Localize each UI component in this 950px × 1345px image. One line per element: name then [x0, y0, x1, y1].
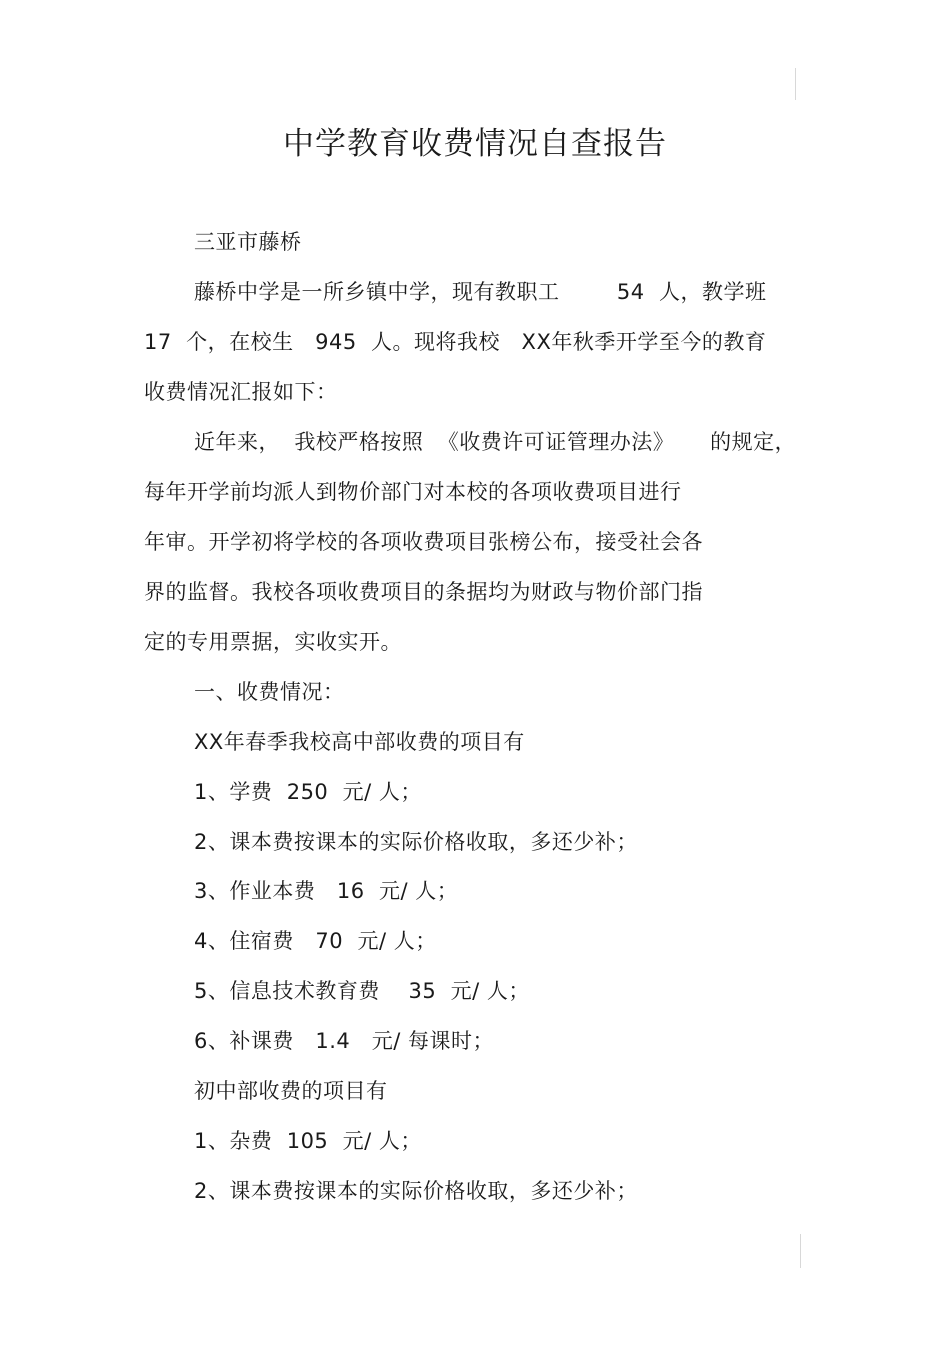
section-heading: 一、收费情况：	[194, 680, 345, 704]
author-line: 三亚市藤桥	[194, 230, 302, 254]
paragraph-line: 收费情况汇报如下：	[144, 380, 338, 404]
list-item: 1、学费 250 元/ 人；	[194, 780, 422, 804]
subsection-heading: XX年春季我校高中部收费的项目有	[194, 730, 525, 754]
list-item: 6、补课费 1.4 元/ 每课时；	[194, 1029, 495, 1053]
paragraph-line: 每年开学前均派人到物价部门对本校的各项收费项目进行	[144, 480, 682, 504]
list-item: 2、课本费按课本的实际价格收取，多还少补；	[194, 830, 638, 854]
paragraph-line: 近年来， 我校严格按照 《收费许可证管理办法》 的规定，	[194, 430, 797, 454]
list-item: 1、杂费 105 元/ 人；	[194, 1129, 422, 1153]
list-item: 4、住宿费 70 元/ 人；	[194, 929, 437, 953]
subsection-heading: 初中部收费的项目有	[194, 1079, 388, 1103]
crop-mark-bottom-right	[800, 1234, 801, 1268]
paragraph-line: 年审。开学初将学校的各项收费项目张榜公布，接受社会各	[144, 530, 703, 554]
list-item: 2、课本费按课本的实际价格收取，多还少补；	[194, 1179, 638, 1203]
crop-mark-top-right	[795, 68, 796, 100]
list-item: 5、信息技术教育费 35 元/ 人；	[194, 979, 530, 1003]
paragraph-line: 藤桥中学是一所乡镇中学，现有教职工 54 人，教学班	[194, 280, 767, 304]
paragraph-line: 定的专用票据，实收实开。	[144, 630, 402, 654]
paragraph-line: 17 个，在校生 945 人。现将我校 XX年秋季开学至今的教育	[144, 330, 767, 354]
list-item: 3、作业本费 16 元/ 人；	[194, 879, 459, 903]
paragraph-line: 界的监督。我校各项收费项目的条据均为财政与物价部门指	[144, 580, 703, 604]
document-title: 中学教育收费情况自查报告	[283, 126, 667, 162]
